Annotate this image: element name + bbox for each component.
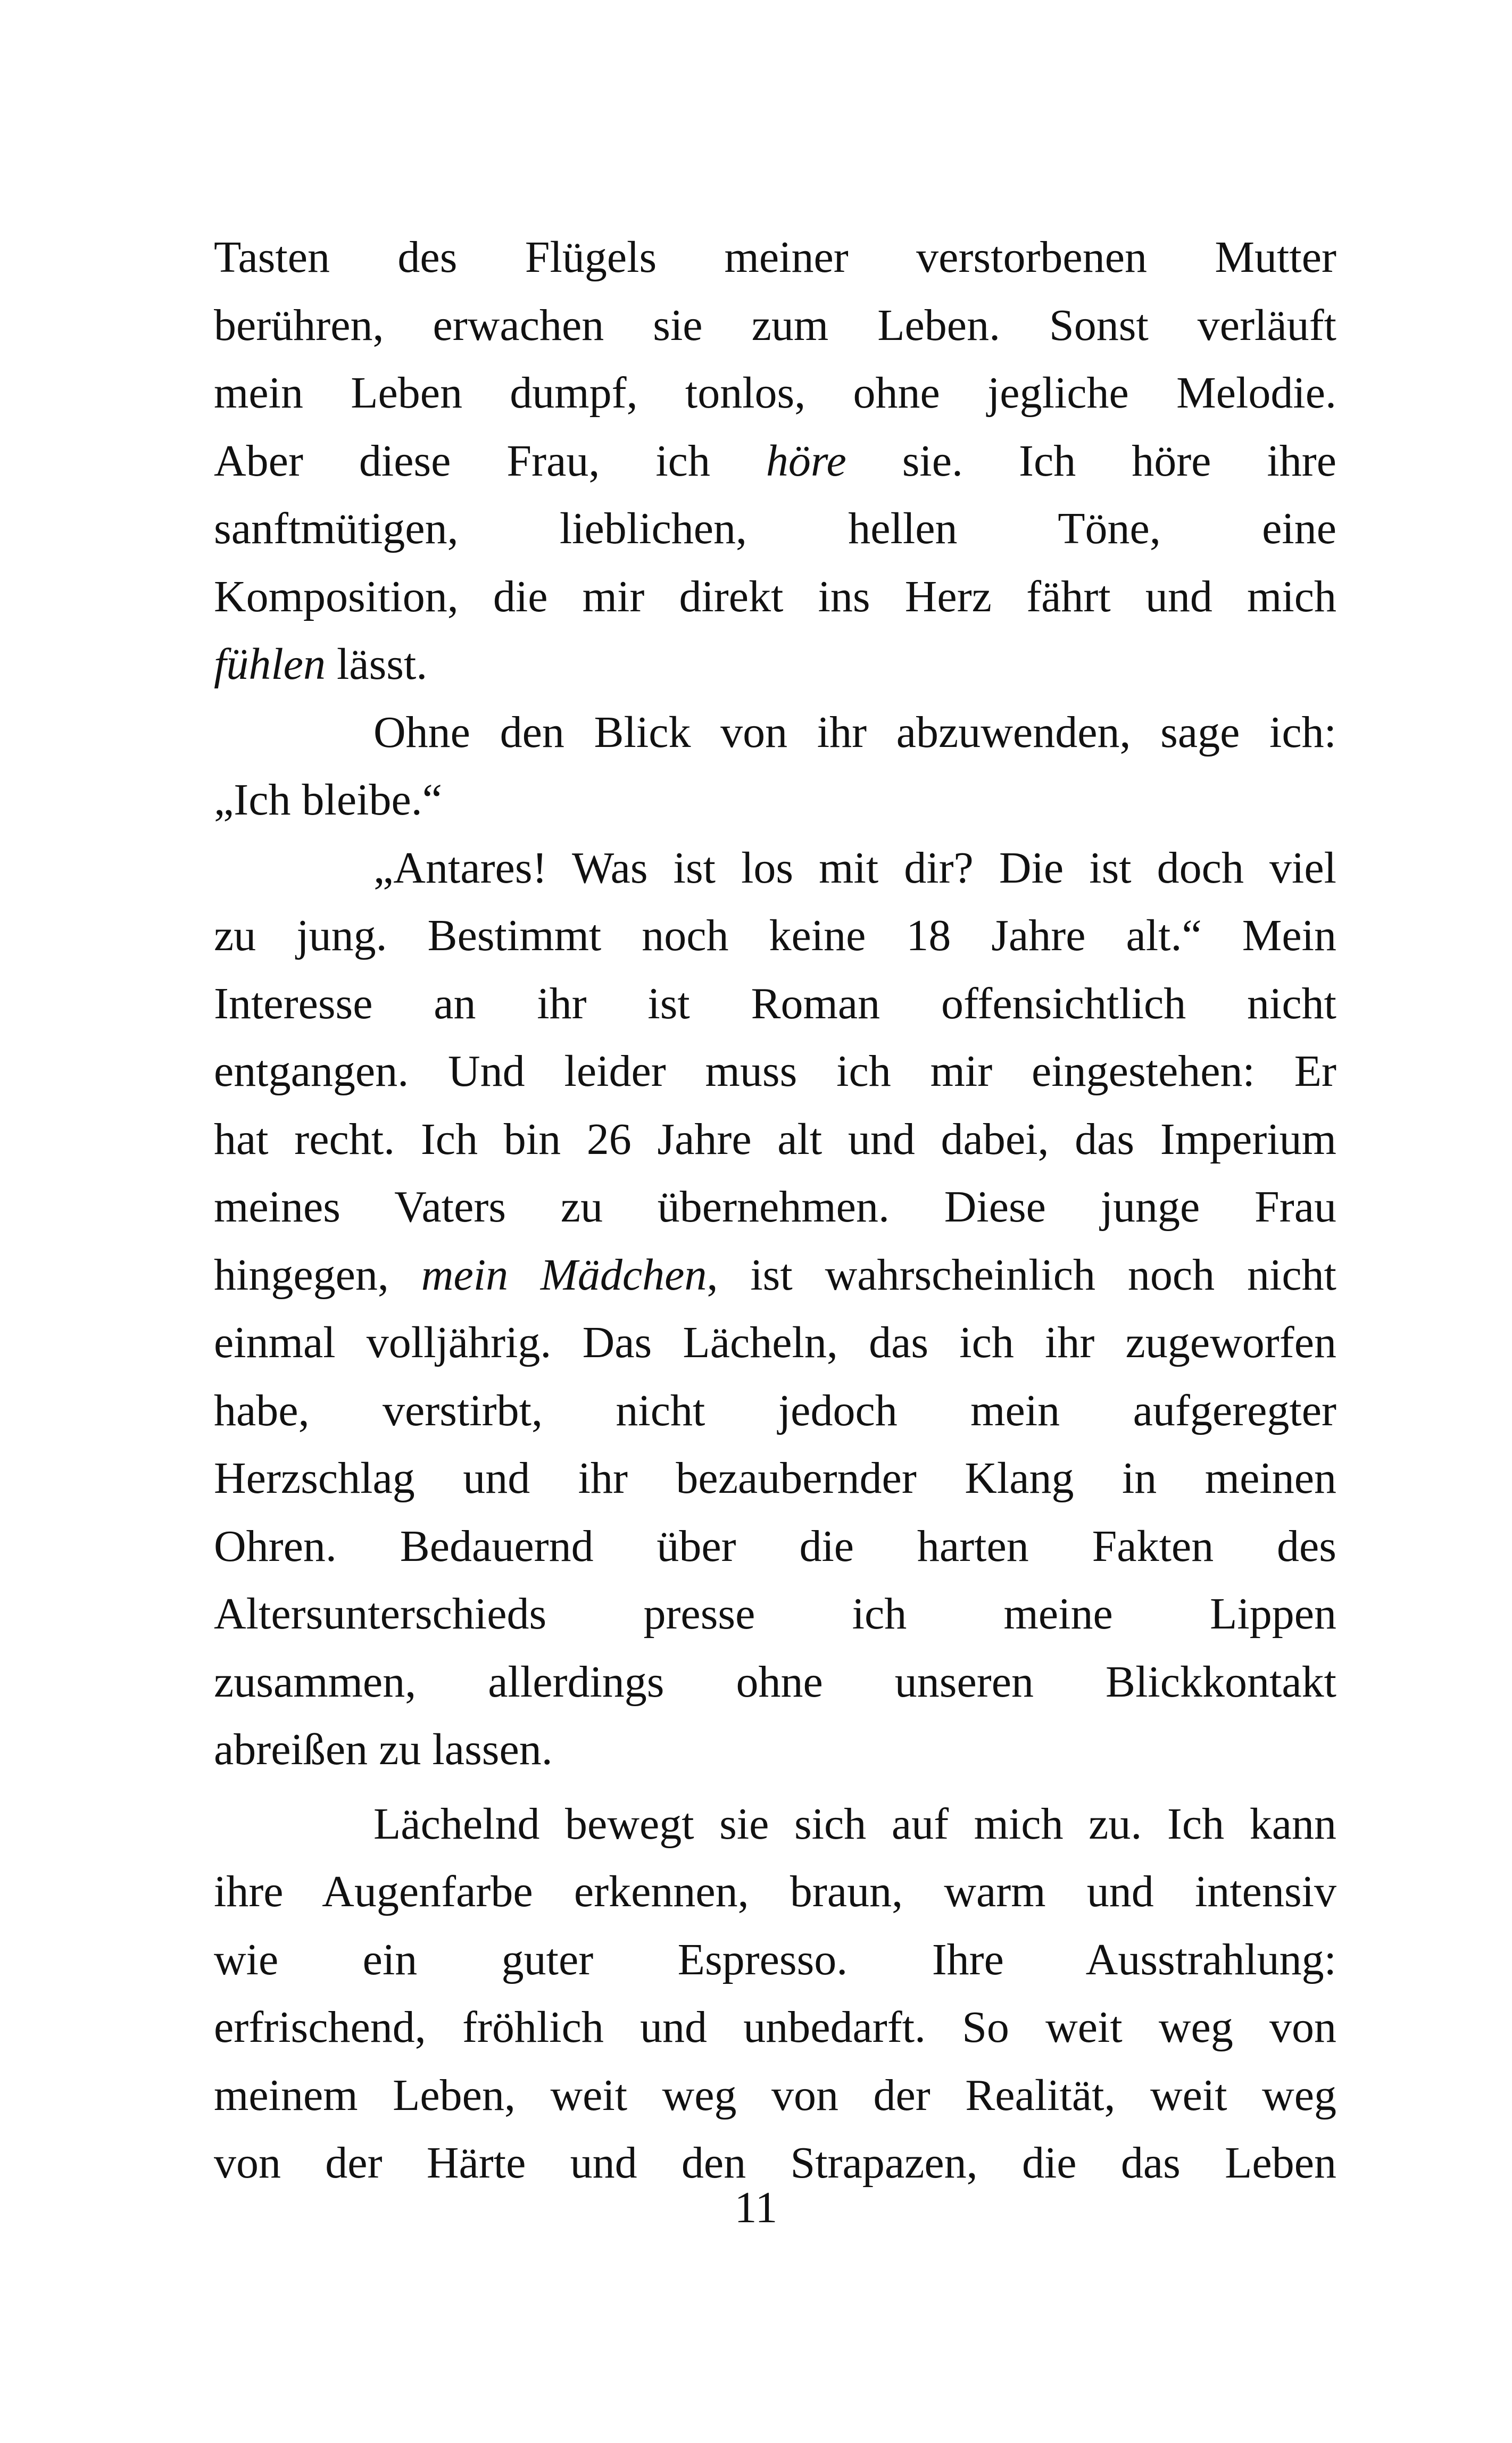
page-number: 11 — [734, 2183, 778, 2232]
text-line: Herzschlag und ihr bezaubernder Klang in meinen — [214, 1453, 1336, 1503]
emphasized-phrase: mein Mädchen — [421, 1250, 707, 1300]
paragraph-spacer — [214, 1784, 1336, 1790]
text-run: Aber diese Frau, ich — [214, 436, 766, 486]
text-line: „Ich bleibe.“ — [214, 775, 443, 825]
paragraph-first-line: „Antares! Was ist los mit dir? Die ist doch viel — [373, 843, 1336, 893]
text-line: Ohren. Bedauernd über die harten Fakten des — [214, 1521, 1336, 1571]
text-run: , ist wahrscheinlich noch nicht — [707, 1250, 1337, 1300]
text-line: erfrischend, fröhlich und unbedarft. So weit weg von — [214, 2002, 1336, 2052]
text-line: ihre Augenfarbe erkennen, braun, warm und intensiv — [214, 1867, 1336, 1916]
emphasized-word: fühlen — [214, 639, 326, 689]
text-line: Interesse an ihr ist Roman offensichtlich nicht — [214, 978, 1336, 1028]
paragraph-first-line: Lächelnd bewegt sie sich auf mich zu. Ich kann — [373, 1799, 1336, 1849]
text-run: sie. Ich höre ihre — [846, 436, 1337, 486]
text-line: zusammen, allerdings ohne unseren Blickkontakt — [214, 1657, 1336, 1707]
text-line: berühren, erwachen sie zum Leben. Sonst verläuft — [214, 300, 1336, 350]
text-line — [214, 427, 1336, 495]
text-line: meines Vaters zu übernehmen. Diese junge Frau — [214, 1182, 1336, 1232]
text-line: wie ein guter Espresso. Ihre Ausstrahlung: — [214, 1934, 1336, 1984]
text-line: Altersunterschieds presse ich meine Lippen — [214, 1589, 1336, 1639]
paragraph-first-line: Ohne den Blick von ihr abzuwenden, sage ich: — [373, 707, 1336, 757]
text-line: sanftmütigen, lieblichen, hellen Töne, eine — [214, 504, 1336, 553]
body-text — [214, 223, 1336, 2197]
text-line — [214, 630, 1336, 699]
text-line: zu jung. Bestimmt noch keine 18 Jahre alt.“ Mein — [214, 911, 1336, 960]
text-line: Komposition, die mir direkt ins Herz fährt und mich — [214, 571, 1336, 621]
text-line: entgangen. Und leider muss ich mir eingestehen: Er — [214, 1046, 1336, 1096]
text-line: habe, verstirbt, nicht jedoch mein aufgeregter — [214, 1385, 1336, 1435]
text-line: meinem Leben, weit weg von der Realität, weit weg — [214, 2070, 1336, 2120]
text-run: hingegen, — [214, 1250, 421, 1300]
text-line — [214, 1241, 1336, 1309]
text-line: hat recht. Ich bin 26 Jahre alt und dabei, das Imperium — [214, 1114, 1336, 1164]
emphasized-word: höre — [766, 436, 846, 486]
text-line: abreißen zu lassen. — [214, 1725, 553, 1774]
text-line: mein Leben dumpf, tonlos, ohne jegliche Melodie. — [214, 368, 1336, 418]
text-line: von der Härte und den Strapazen, die das Leben — [214, 2138, 1336, 2188]
text-run: lässt. — [325, 639, 428, 689]
text-line: Tasten des Flügels meiner verstorbenen Mutter — [214, 232, 1336, 282]
text-line: einmal volljährig. Das Lächeln, das ich ihr zugeworfen — [214, 1318, 1336, 1367]
